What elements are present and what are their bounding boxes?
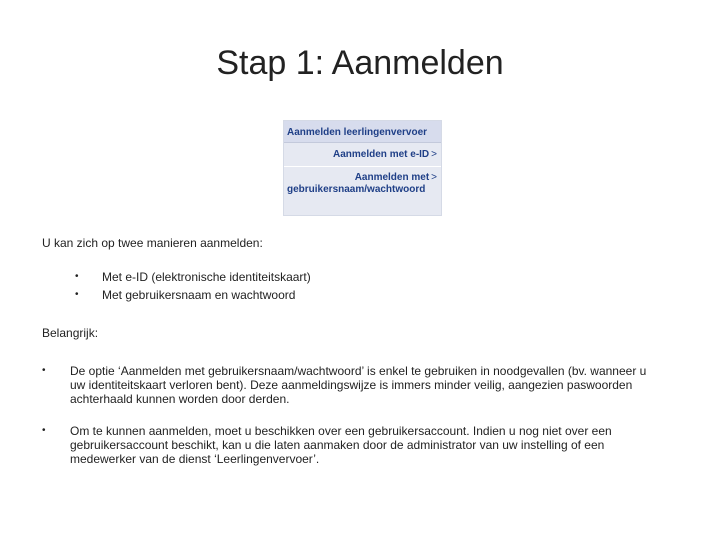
chevron-right-icon: >: [431, 172, 437, 183]
login-eid-link[interactable]: [284, 143, 441, 167]
intro-text: U kan zich op twee manieren aanmelden:: [42, 236, 263, 250]
login-panel-header: Aanmelden leerlingenvervoer: [284, 121, 441, 143]
page-title: Stap 1: Aanmelden: [216, 44, 504, 82]
notes-list: [42, 364, 662, 484]
login-username-label-line1: Aanmelden met: [354, 172, 430, 183]
login-eid-label: Aanmelden met e-ID: [333, 149, 430, 160]
login-username-link[interactable]: [284, 167, 441, 199]
note-text: De optie ‘Aanmelden met gebruikersnaam/wachtwoord’ is enkel te gebruiken in noodgevallen (bv. wanneer u uw identiteitskaart verloren bent). Deze aanmeldingswijze is immers minder veilig, aangezien paswoorden achterhaald kunnen worden door derden.: [70, 364, 647, 406]
list-item-text: Met gebruikersnaam en wachtwoord: [102, 288, 296, 302]
list-item: [42, 288, 642, 306]
bullet-icon: •: [75, 289, 79, 300]
bullet-icon: •: [75, 271, 79, 282]
chevron-right-icon: >: [431, 149, 437, 160]
list-item-text: Met e-ID (elektronische identiteitskaart): [102, 270, 311, 284]
important-label: Belangrijk:: [42, 326, 99, 340]
login-panel: [283, 120, 442, 216]
login-methods-list: [42, 270, 642, 306]
bullet-icon: •: [42, 425, 46, 436]
bullet-icon: •: [42, 365, 46, 376]
login-username-label-line2: gebruikersnaam/wachtwoord: [287, 184, 426, 195]
note-text: Om te kunnen aanmelden, moet u beschikken over een gebruikersaccount. Indien u nog niet over een gebruikersaccount beschikt, kan u die laten aanmaken door de administrator van uw instelling of een medewerker van de dienst ‘Leerlingenvervoer’.: [70, 424, 612, 466]
list-item: [42, 270, 642, 288]
list-item: [42, 364, 662, 406]
list-item: [42, 424, 662, 466]
